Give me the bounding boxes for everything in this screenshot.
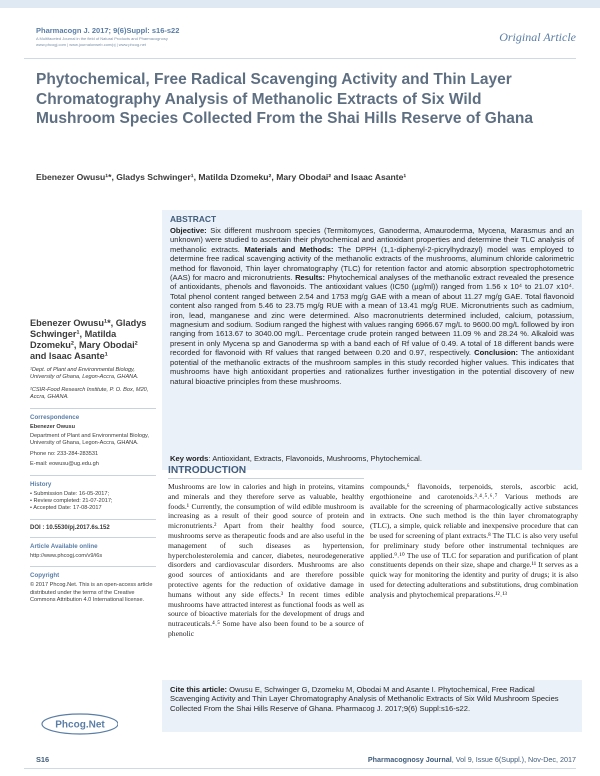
header-divider [24,58,576,59]
keywords-text: : Antioxidant, Extracts, Flavonoids, Mushrooms, Phytochemical. [208,454,422,463]
article-title: Phytochemical, Free Radical Scavenging Activity and Thin Layer Chromatography Analysis of Methanolic Extracts of Six Wild Mushroom Species Collected From the Shai Hills Reserve of Ghana [36,71,533,127]
affiliation-1: ¹Dept. of Plant and Environmental Biology, University of Ghana, Legon-Accra, GHANA. [30,367,139,381]
phcog-logo [36,712,118,736]
introduction-divider [168,478,364,479]
sidebar-divider [30,537,156,538]
submission-date: • Submission Date: 16-05-2017; [30,490,110,497]
sidebar-authors: Ebenezer Owusu¹*, Gladys Schwinger¹, Matilda Dzomeku², Mary Obodai² and Isaac Asante¹ [30,318,147,361]
objective-text: Six different mushroom species (Termitomyces, Ganoderma, Amauroderma, Mycena, Marasmus and an unknown) were studied to ascertain their phytochemical and antioxidant properties and determine their TLC analysis of methanolic extracts. [170,226,574,254]
sidebar [30,318,156,605]
keywords [170,454,574,463]
citation-text: Owusu E, Schwinger G, Dzomeku M, Obodai M and Asante I. Phytochemical, Free Radical Scavenging Activity and Thin Layer Chromatography Analysis of Methanolic Extracts of Six Wild Mushroom Species Collected From the Shai Hills Reserve of Ghana. Pharmacog J. 2017;9(6) Suppl:s16-s22. [170,685,559,713]
citation-label: Cite this article: [170,685,227,694]
footer-journal-details: , Vol 9, Issue 6(Suppl.), Nov-Dec, 2017 [451,755,576,764]
abstract-heading: ABSTRACT [170,214,217,224]
logo-text: Phcog.Net [55,719,105,731]
citation [170,685,574,713]
abstract-body [170,226,574,386]
sidebar-divider [30,408,156,409]
journal-subtitle-line2: www.phcogj.com | www.journalonweb.com/pj | www.phcog.net [36,41,146,47]
history-heading: History [30,480,52,488]
correspondence-name: Ebenezer Owusu [30,423,76,430]
copyright-text: © 2017 Phcog.Net. This is an open-access article distributed under the terms of the Creative Commons Attribution 4.0 International license. [30,582,153,604]
sidebar-divider [30,566,156,567]
correspondence-email[interactable]: E-mail: eowusu@ug.edu.gh [30,461,99,468]
accepted-date: • Accepted Date: 17-08-2017 [30,505,102,512]
online-url[interactable]: http://www.phcogj.com/v9/i6s [30,552,103,559]
methods-label: Materials and Methods: [244,244,334,254]
sidebar-divider [30,519,156,520]
intro-column-right: compounds,⁶ flavonoids, terpenoids, sterols, ascorbic acid, ergothioneine and carotenoids.³˒⁴˒⁵˒⁶˒⁷ Various methods are available for the screening of pharmacologically active substances in extracts. One such method is the thin layer chromatography (TLC), a simple, quick reliable and inexpensive procedure that can be used for screening of plant extracts.⁸ The TLC is also very useful for preliminary study before other instrumental techniques are applied.⁹˒¹⁰ The use of TLC for separation and purification of plant constituents depends on their size, shape and charge.¹¹ It serves as a quick way for monitoring the identity and purity of drugs; it is also used for detecting adulterations and substitutions, drug combination analysis and phytochemical preparations.¹²˒¹³ [370,482,578,599]
affiliation-2: ²CSIR-Food Research Institute, P. O. Box, M20, Accra, GHANA. [30,386,149,401]
journal-subtitle [36,36,256,47]
author-list: Ebenezer Owusu¹*, Gladys Schwinger¹, Matilda Dzomeku², Mary Obodai² and Isaac Asante¹ [36,172,407,182]
online-heading: Article Available online [30,542,98,550]
conclusion-label: Conclusion: [474,348,519,358]
article-type-label: Original Article [499,30,576,44]
top-band [0,0,600,8]
correspondence-heading: Correspondence [30,413,80,421]
review-date: • Review completed: 21-07-2017; [30,498,113,505]
keywords-label: Key words [170,454,209,463]
journal-subtitle-line1: A Multifaceted Journal in the field of Natural Products and Pharmacognosy [36,36,168,41]
page-number: S16 [36,755,50,764]
introduction-heading: INTRODUCTION [168,465,247,476]
journal-reference: Pharmacogn J. 2017; 9(6)Suppl: s16-s22 [36,26,180,35]
footer-divider [24,768,576,769]
footer-journal-name: Pharmacognosy Journal [367,755,452,764]
doi-link[interactable]: DOI : 10.5530/pj.2017.6s.152 [30,524,110,531]
footer-journal [368,755,576,764]
correspondence-phone: Phone no: 233-284-283531 [30,450,99,457]
results-label: Results: [295,273,326,283]
objective-label: Objective: [170,226,207,235]
correspondence-address: Department of Plant and Environmental Biology, University of Ghana, Legon-Accra, GHANA. [30,433,149,447]
copyright-heading: Copyright [30,572,60,580]
results-text: Phytochemical analyses of the methanolic extract revealed the presence of antioxidants, phenols and flavonoids. The antioxidant values (IC50 (µg/ml)) ranged from 1.56 x 10⁴ to 21.07 x10⁴. Total phenol content ranged between 2.54 and 1753 mg/g GAE with a mean of about 11.27 mg/g GAE. Total flavonoid content also ranged from 5.46 to 23.75 mg/g RUE with a mean of 13.41 mg/g RUE. Micronutrients such as cadmium, iron, lead, manganese and zinc were determined. Also macronutrients determined included, calcium, potassium, magnesium and sodium. Sodium ranged the highest with values ranging 6966.67 mg/L to 9600.00 mg/L followed by iron ranging from 1613.67 to 3040.00 mg/L. Percentage crude protein ranged between 11.09 % and 28.24 %. Alkaloid was present in only Mycena sp and Ganoderma sp with a band each of Rf value of 0.49. A total of 18 different bands were recorded for flavonoid with Rf values that ranged between 0.20 and 0.97, respectively. [170,273,574,358]
sidebar-divider [30,475,156,476]
intro-column-left: Mushrooms are low in calories and high in proteins, vitamins and minerals and they therefore serve as valuable, healthy foods.¹ Currently, the consumption of wild edible mushroom is increasing as a result of their good source of protein and micronutrients.² Apart from their healthy food source, mushrooms serve as therapeutic foods and are also useful in the management of such diseases as hypertension, hypercholesterolemia and cancer, diabetes, neurodegenerative disorders and cardiovascular disorders. Mushrooms are also good sources of antioxidants and are therefore possible protective agents for the reduction of oxidative damage in humans without any side effects.³ In recent times edible mushrooms have attracted interest as functional foods as well as source of bioactive materials for the development of drugs and nutraceuticals.⁴˒⁵ Some have also been found to be a source of phenolic [168,482,364,638]
methods-text: The DPPH (1,1-diphenyl-2-picrylhydrazyl) model was employed to determine free radical scavenging activity of the methanolic extracts of the mushrooms, aluminum chloride calorimetric method for flavonoid, Thin layer chromatography (TLC) for retention factor and atomic absorption spectrophotometric (AAS) for macro and micronutrients. [170,244,575,283]
conclusion-text: The antioxidant potential of the methanolic extracts of the mushroom samples in this study recorded higher values. This indicates that mushrooms have high antioxidant properties and rationalizes further investigation in the potential discovery of new natural bioactive principles from these mushrooms. [170,348,574,386]
